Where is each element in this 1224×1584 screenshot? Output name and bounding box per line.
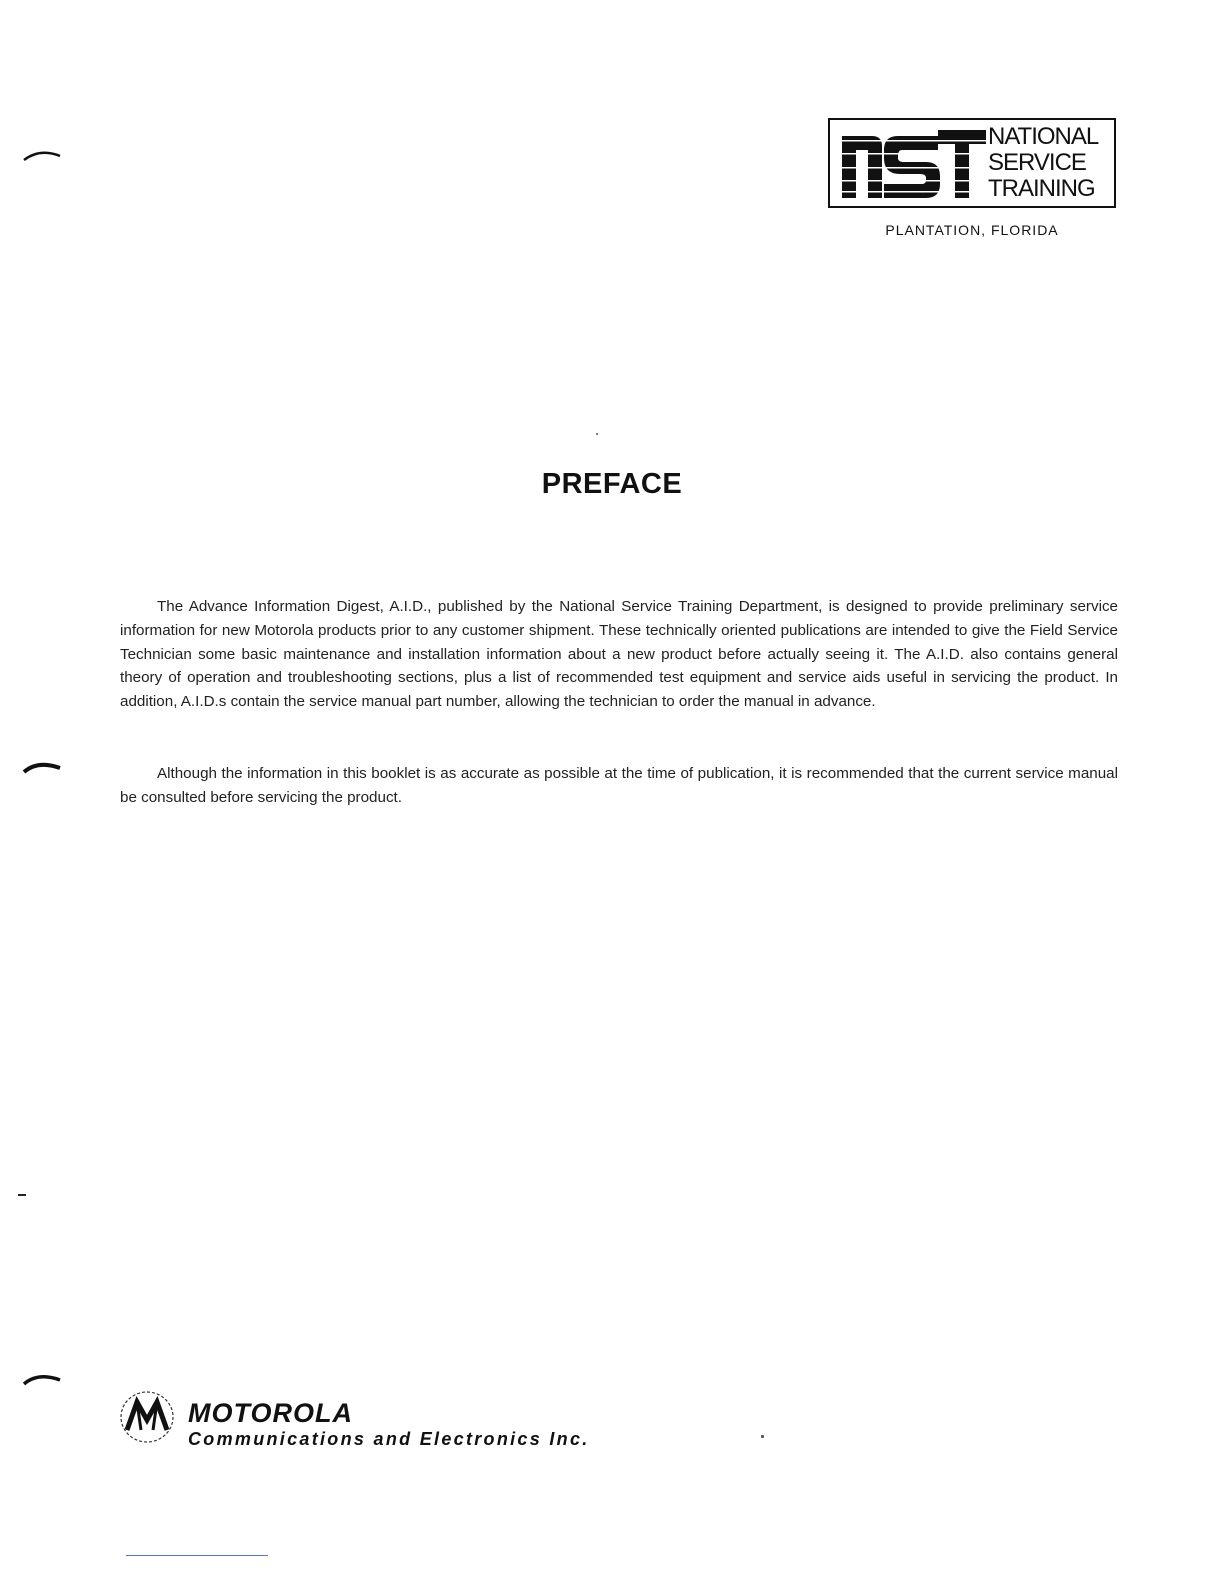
motorola-emblem-icon: [119, 1390, 175, 1444]
preface-paragraph: The Advance Information Digest, A.I.D., published by the National Service Training Department, is designed to provide preliminary service information for new Motorola products prior to any customer shipment. These technically oriented publications are intended to give the Field Service Technician some basic maintenance and installation information about a new product before actually seeing it. The A.I.D. also contains general theory of operation and troubleshooting sections, plus a list of recommended test equipment and service aids useful in servicing the product. In addition, A.I.D.s contain the service manual part number, allowing the technician to order the manual in advance.: [120, 598, 1118, 711]
speck: [596, 433, 598, 435]
scan-mark: [18, 1194, 26, 1196]
scan-mark: [22, 756, 66, 778]
company-name: MOTOROLA: [188, 1398, 353, 1428]
nst-wordmark: [988, 124, 1098, 202]
logo-line: NATIONAL: [988, 123, 1099, 150]
page-title: PREFACE: [541, 468, 683, 500]
scan-mark: [22, 146, 66, 168]
preface-paragraph: Although the information in this booklet is as accurate as possible at the time of publication, it is recommended that the current service manual be consulted before servicing the product.: [120, 765, 1118, 806]
nst-monogram-icon: [840, 128, 988, 200]
logo-line: SERVICE: [988, 149, 1086, 176]
speck: [761, 1435, 764, 1438]
scan-rule: [126, 1555, 268, 1556]
location-caption: PLANTATION, FLORIDA: [885, 222, 1059, 238]
company-division: Communications and Electronics Inc.: [188, 1429, 590, 1449]
scan-mark: [22, 1368, 66, 1390]
nst-logo: [828, 118, 1116, 208]
logo-line: TRAINING: [988, 175, 1095, 202]
